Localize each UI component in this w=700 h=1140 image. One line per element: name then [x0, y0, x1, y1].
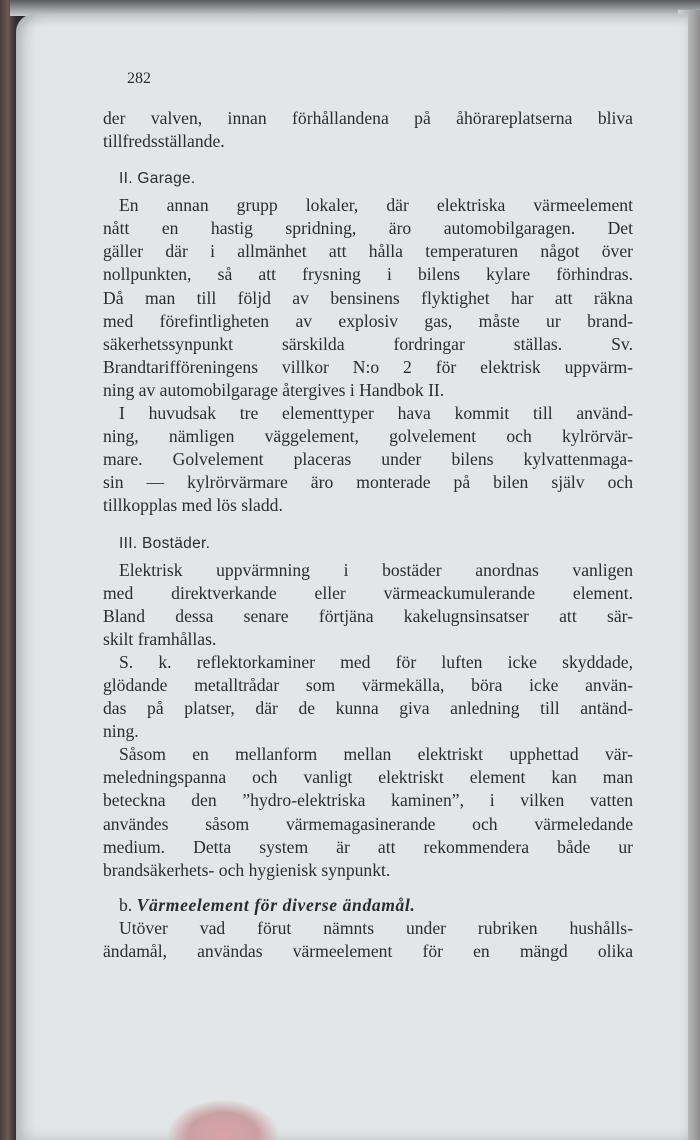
text-line: medium. Detta system är att rekommendera både ur — [103, 836, 633, 857]
text-line: glödande metalltrådar som värmekälla, böra icke använ- — [103, 674, 633, 695]
text-line: ändamål, användas värmeelement för en mängd olika — [103, 940, 633, 961]
text-line: Då man till följd av bensinens flyktighet har att räkna — [103, 287, 633, 308]
text-line: En annan grupp lokaler, där elektriska värmeelement — [119, 195, 633, 216]
text-line: S. k. reflektorkaminer med för luften icke skyddade, — [119, 651, 633, 672]
text-line: tillkopplas med lös sladd. — [103, 495, 283, 516]
text-line: ning. — [103, 721, 139, 742]
text-line: nollpunkten, så att frysning i bilens kylare förhindras. — [103, 264, 633, 285]
page-body — [103, 66, 633, 963]
text-line: nått en hastig spridning, äro automobilgaragen. Det — [103, 218, 633, 239]
text-line: Såsom en mellanform mellan elektriskt upphettad vär- — [119, 744, 633, 765]
text-line: Brandtarifföreningens villkor N:o 2 för elektrisk uppvärm- — [103, 356, 633, 377]
text-line: gäller där i allmänhet att hålla temperaturen något över — [103, 241, 633, 262]
section-heading-garage: II. Garage. — [119, 170, 196, 188]
page-number: 282 — [127, 70, 151, 87]
text-line: ning, nämligen väggelement, golvelement och kylrörvär- — [103, 426, 633, 447]
text-line: med förefintligheten av explosiv gas, måste ur brand- — [103, 310, 633, 331]
text-line: tillfredsställande. — [103, 131, 225, 152]
text-line: I huvudsak tre elementtyper hava kommit till använd- — [119, 403, 633, 424]
thumb-shadow — [168, 1100, 278, 1140]
text-line: das på platser, där de kunna giva anledning till antänd- — [103, 698, 633, 719]
text-line: sin — kylrörvärmare äro monterade på bilen själv och — [103, 472, 633, 493]
text-line: ning av automobilgarage återgives i Handbok II. — [103, 379, 445, 400]
text-line: mare. Golvelement placeras under bilens kylvattenmaga- — [103, 449, 633, 470]
text-line: Elektrisk uppvärmning i bostäder anordnas vanligen — [119, 559, 633, 580]
section-heading-bostader: III. Bostäder. — [119, 534, 211, 552]
text-line: der valven, innan förhållandena på åhörareplatserna bliva — [103, 108, 633, 128]
text-line: Bland dessa senare förtjäna kakelugnsinsatser att sär- — [103, 605, 633, 626]
section-heading-b-number: b. — [119, 894, 133, 915]
text-line: beteckna den ”hydro-elektriska kaminen”, i vilken vatten — [103, 790, 633, 811]
text-line: meledningspanna och vanligt elektriskt element kan man — [103, 767, 633, 788]
text-line: säkerhetssynpunkt särskilda fordringar ställas. Sv. — [103, 333, 633, 354]
text-line: Utöver vad förut nämnts under rubriken hushålls- — [119, 917, 633, 938]
section-heading-b-title: Värmeelement för diverse ändamål. — [136, 894, 416, 915]
section-heading-b — [103, 894, 633, 917]
text-line: användes såsom värmemagasinerande och värmeledande — [103, 813, 633, 834]
text-line: brandsäkerhets- och hygienisk synpunkt. — [103, 859, 391, 880]
text-line: skilt framhållas. — [103, 628, 217, 649]
text-line: med direktverkande eller värmeackumulerande element. — [103, 582, 633, 603]
